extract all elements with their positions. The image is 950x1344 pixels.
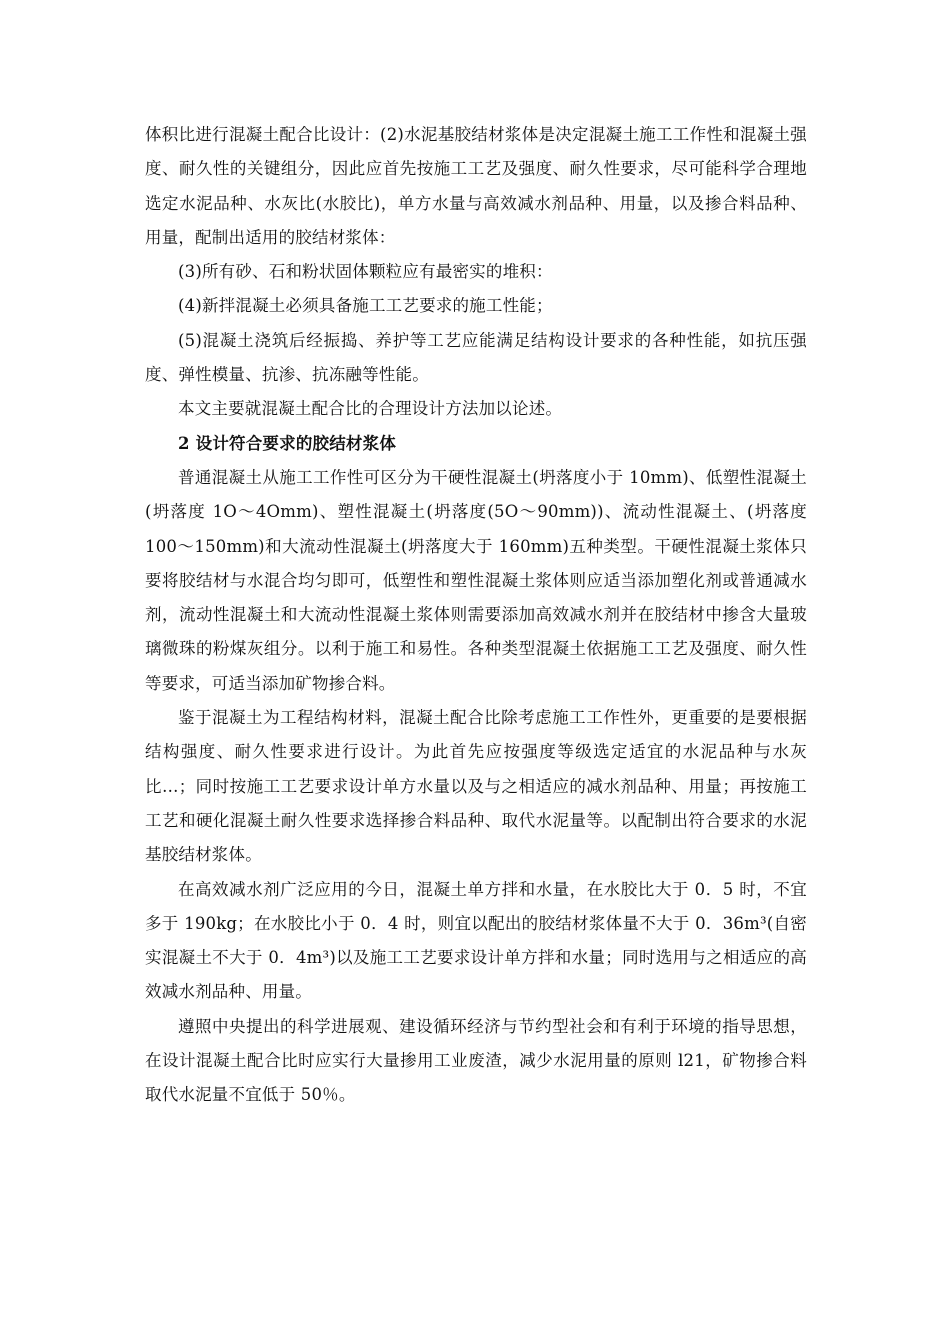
paragraph-concrete-types: 普通混凝土从施工工作性可区分为干硬性混凝土(坍落度小于 10mm)、低塑性混凝土(坍落度 1O～4Omm)、塑性混凝土(坍落度(5O～90mm))、流动性混凝土、(坍落度 100～150mm)和大流动性混凝土(坍落度大于 160mm)五种类型。干硬性混凝土浆体只要将胶结材与水混合均匀即可，低塑性和塑性混凝土浆体则应适当添加塑化剂或普通减水剂，流动性混凝土和大流动性混凝土浆体则需要添加高效减水剂并在胶结材中掺含大量玻璃微珠的粉煤灰组分。以利于施工和易性。各种类型混凝土依据施工工艺及强度、耐久性等要求，可适当添加矿物掺合料。 <box>145 467 807 693</box>
paragraph-continued: 体积比进行混凝土配合比设计：(2)水泥基胶结材浆体是决定混凝土施工工作性和混凝土强度、耐久性的关键组分，因此应首先按施工工艺及强度、耐久性要求，尽可能科学合理地选定水泥品种、水灰比(水胶比)，单方水量与高效减水剂品种、用量，以及掺合料品种、用量，配制出适用的胶结材浆体： <box>145 125 807 247</box>
paragraph-admixture-principle: 遵照中央提出的科学进展观、建设循环经济与节约型社会和有利于环境的指导思想，在设计混凝土配合比时应实行大量掺用工业废渣，减少水泥用量的原则 l21，矿物掺合料取代水泥量不宜低于 50％。 <box>145 1016 807 1105</box>
paragraph-scope: 本文主要就混凝土配合比的合理设计方法加以论述。 <box>178 399 563 419</box>
paragraph-item-3: (3)所有砂、石和粉状固体颗粒应有最密实的堆积： <box>178 262 553 282</box>
paragraph-item-4: (4)新拌混凝土必须具备施工工艺要求的施工性能； <box>178 296 553 316</box>
section-heading: 2 设计符合要求的胶结材浆体 <box>178 433 397 453</box>
paragraph-water-content: 在高效减水剂广泛应用的今日，混凝土单方拌和水量，在水胶比大于 0．5 时，不宜多于 190kg；在水胶比小于 0．4 时，则宜以配出的胶结材浆体量不大于 0．36m³(自密实混凝土不大于 0．4m³)以及施工工艺要求设计单方拌和水量；同时选用与之相适应的高效减水剂品种、用量。 <box>145 879 807 1002</box>
paragraph-item-5: (5)混凝土浇筑后经振捣、养护等工艺应能满足结构设计要求的各种性能，如抗压强度、弹性模量、抗渗、抗冻融等性能。 <box>145 330 807 385</box>
paragraph-design-basis: 鉴于混凝土为工程结构材料，混凝土配合比除考虑施工工作性外，更重要的是要根据结构强度、耐久性要求进行设计。为此首先应按强度等级选定适宜的水泥品种与水灰比…；同时按施工工艺要求设计单方水量以及与之相适应的减水剂品种、用量；再按施工工艺和硬化混凝土耐久性要求选择掺合料品种、取代水泥量等。以配制出符合要求的水泥基胶结材浆体。 <box>145 708 807 865</box>
document-body <box>145 118 807 1113</box>
